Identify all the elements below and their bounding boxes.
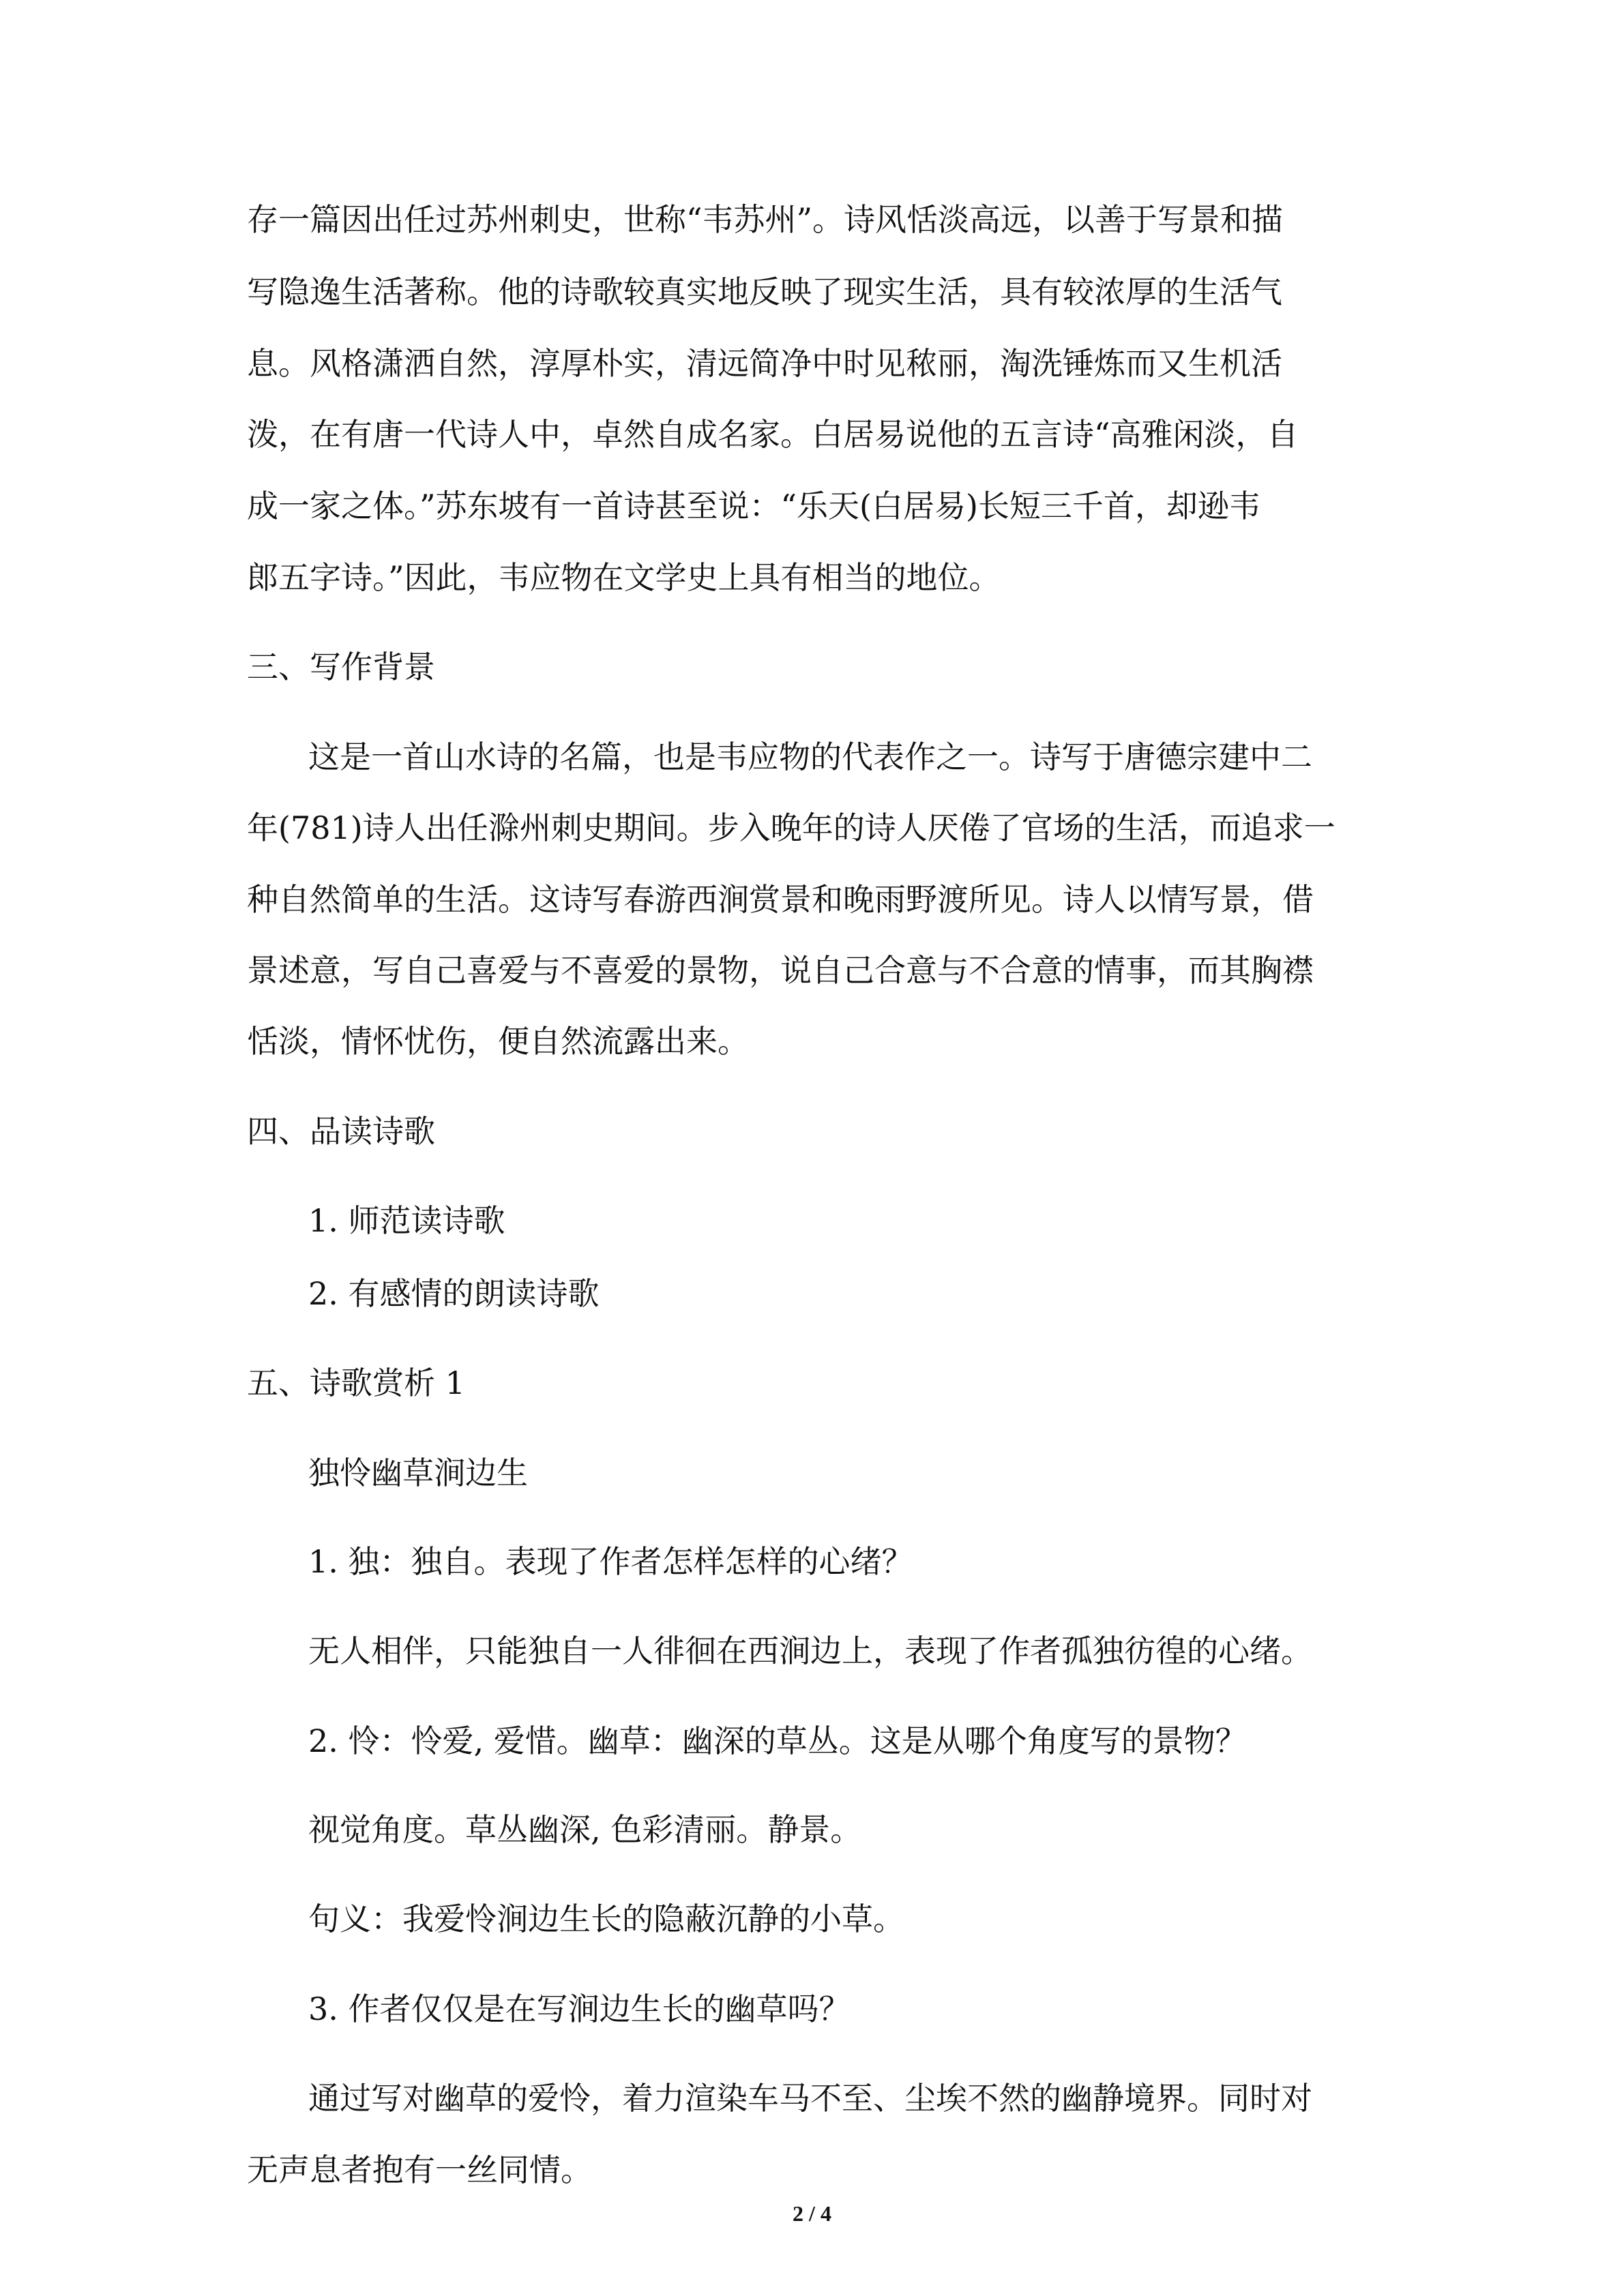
section-3-line-2: 年(781)诗人出任滁州刺史期间。步入晚年的诗人厌倦了官场的生活，而追求一 — [247, 809, 1335, 846]
intro-line-4: 泼，在有唐一代诗人中，卓然自成名家。白居易说他的五言诗“高雅闲淡，自 — [247, 416, 1299, 453]
intro-line-3: 息。风格潇洒自然，淳厚朴实，清远简净中时见秾丽，淘洗锤炼而又生机活 — [247, 345, 1282, 382]
intro-line-2: 写隐逸生活著称。他的诗歌较真实地反映了现实生活，具有较浓厚的生活气 — [247, 273, 1282, 310]
section-3-line-3: 种自然简单的生活。这诗写春游西涧赏景和晚雨野渡所见。诗人以情写景，借 — [247, 881, 1314, 918]
section-3-line-4: 景述意，写自己喜爱与不喜爱的景物，说自己合意与不合意的情事，而其胸襟 — [247, 952, 1314, 989]
section-5-heading: 五、诗歌赏析 1 — [247, 1365, 465, 1401]
section-5-answer-3-line-1: 通过写对幽草的爱怜，着力渲染车马不至、尘埃不然的幽静境界。同时对 — [308, 2080, 1312, 2117]
page-number: 2 / 4 — [793, 2201, 831, 2226]
section-4-item-2: 2. 有感情的朗读诗歌 — [308, 1275, 600, 1312]
intro-line-6: 郎五字诗。”因此，韦应物在文学史上具有相当的地位。 — [247, 559, 1001, 596]
section-5-question-1: 1. 独：独自。表现了作者怎样怎样的心绪？ — [308, 1543, 913, 1580]
section-3-line-5: 恬淡，情怀忧伤，便自然流露出来。 — [247, 1023, 749, 1060]
section-4-item-1: 1. 师范读诗歌 — [308, 1202, 505, 1239]
intro-line-5: 成一家之体。”苏东坡有一首诗甚至说：“乐天(白居易)长短三千首，却逊韦 — [247, 488, 1260, 524]
section-3-line-1: 这是一首山水诗的名篇，也是韦应物的代表作之一。诗写于唐德宗建中二 — [308, 739, 1312, 775]
section-5-question-2: 2. 怜：怜爱, 爱惜。幽草：幽深的草丛。这是从哪个角度写的景物？ — [308, 1723, 1247, 1759]
section-4-heading: 四、品读诗歌 — [247, 1113, 435, 1150]
section-5-answer-3-line-2: 无声息者抱有一丝同情。 — [247, 2151, 592, 2188]
section-5-question-3: 3. 作者仅仅是在写涧边生长的幽草吗？ — [308, 1991, 851, 2027]
section-5-verse: 独怜幽草涧边生 — [308, 1455, 528, 1491]
section-5-answer-2: 视觉角度。草丛幽深, 色彩清丽。静景。 — [308, 1811, 862, 1848]
section-5-answer-1: 无人相伴，只能独自一人徘徊在西涧边上，表现了作者孤独彷徨的心绪。 — [308, 1632, 1312, 1669]
section-3-heading: 三、写作背景 — [247, 648, 435, 685]
intro-line-1: 存一篇因出任过苏州刺史，世称“韦苏州”。诗风恬淡高远，以善于写景和描 — [247, 201, 1284, 238]
section-5-answer-2b: 句义：我爱怜涧边生长的隐蔽沉静的小草。 — [308, 1900, 904, 1937]
